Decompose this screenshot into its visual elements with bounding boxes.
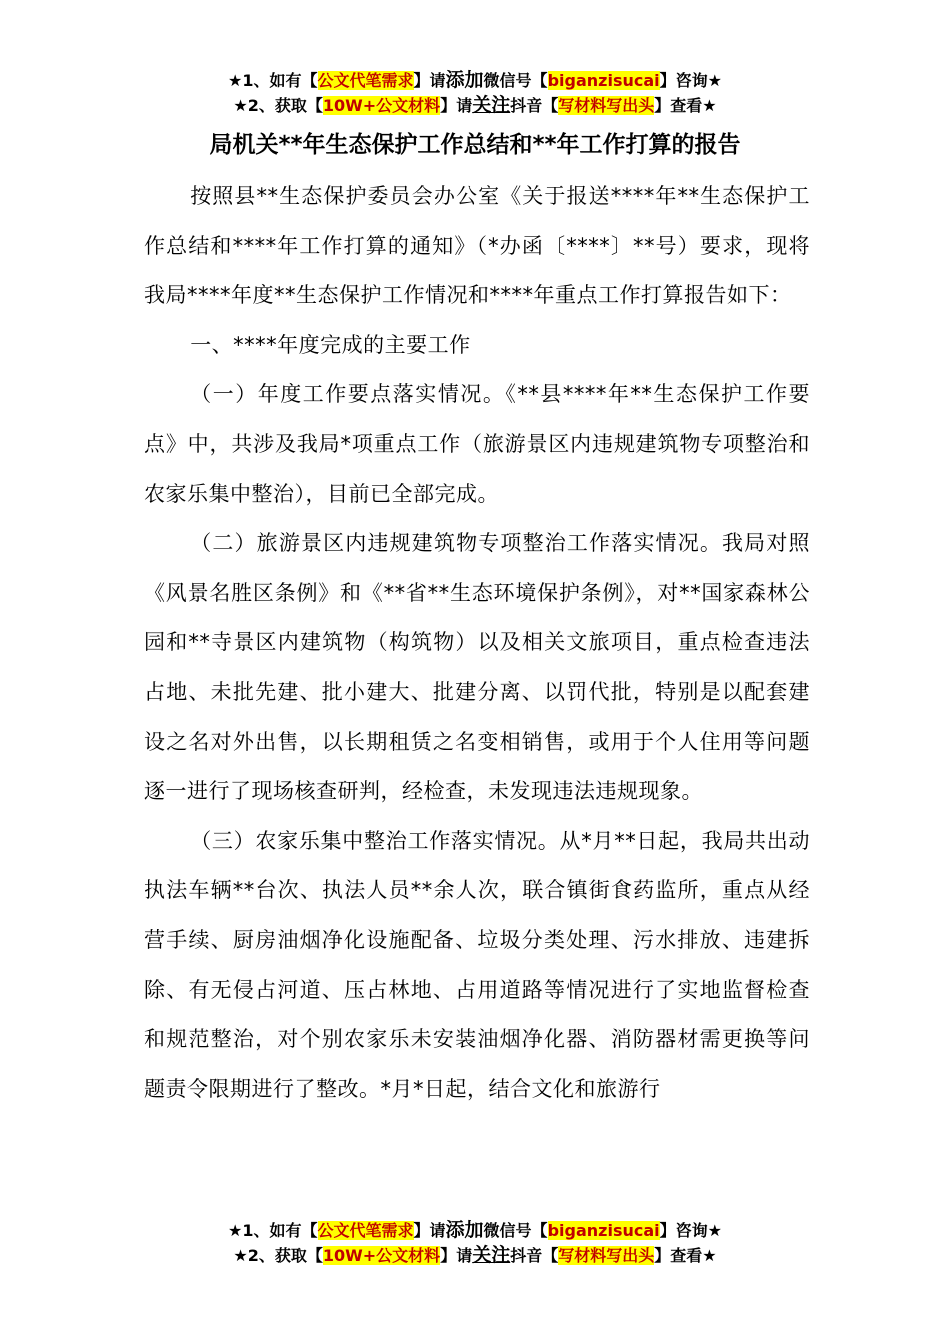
promo-banner-bottom <box>0 1218 950 1268</box>
promo-text: 微信号【 <box>483 71 548 90</box>
promo-highlight: 10W+公文材料 <box>322 96 441 115</box>
promo-highlight: 写材料写出头 <box>558 96 655 115</box>
promo-text: 】咨询★ <box>659 1221 722 1240</box>
promo-text: 】请 <box>440 96 473 115</box>
document-title: 局机关**年生态保护工作总结和**年工作打算的报告 <box>209 132 741 158</box>
promo-emphasis: 添加 <box>445 69 484 91</box>
promo-text: 】请 <box>440 1246 473 1265</box>
promo-emphasis: 关注 <box>472 1244 511 1266</box>
promo-text: 抖音【 <box>510 96 559 115</box>
promo-highlight: 10W+公文材料 <box>322 1246 441 1265</box>
promo-text: ★1、如有【 <box>228 71 318 90</box>
promo-text: 】查看★ <box>654 1246 717 1265</box>
promo-highlight: 公文代笔需求 <box>317 71 414 90</box>
promo-text: ★2、获取【 <box>233 1246 323 1265</box>
document-body <box>144 172 810 1114</box>
promo-emphasis: 添加 <box>445 1219 484 1241</box>
promo-line-2 <box>0 93 950 118</box>
promo-line-2 <box>0 1243 950 1268</box>
promo-text: ★1、如有【 <box>228 1221 318 1240</box>
promo-text: 】查看★ <box>654 96 717 115</box>
promo-banner-top <box>0 68 950 118</box>
promo-text: ★2、获取【 <box>233 96 323 115</box>
promo-text: 】请 <box>413 71 446 90</box>
promo-emphasis: 关注 <box>472 94 511 116</box>
promo-line-1 <box>0 68 950 93</box>
paragraph-intro: 按照县**生态保护委员会办公室《关于报送****年**生态保护工作总结和****年工作打算的通知》（*办函〔****〕**号）要求，现将我局****年度**生态保护工作情况和****年重点工作打算报告如下： <box>144 184 810 308</box>
promo-highlight: biganzisucai <box>547 1221 660 1240</box>
promo-text: 抖音【 <box>510 1246 559 1265</box>
promo-text: 微信号【 <box>483 1221 548 1240</box>
promo-text: 】咨询★ <box>659 71 722 90</box>
promo-line-1 <box>0 1218 950 1243</box>
paragraph-2: （二）旅游景区内违规建筑物专项整治工作落实情况。我局对照《风景名胜区条例》和《**省**生态环境保护条例》，对**国家森林公园和**寺景区内建筑物（构筑物）以及相关文旅项目，重点检查违法占地、未批先建、批小建大、批建分离、以罚代批，特别是以配套建设之名对外出售，以长期租赁之名变相销售，或用于个人住用等问题逐一进行了现场核查研判，经检查，未发现违法违规现象。 <box>144 531 810 804</box>
promo-highlight: 写材料写出头 <box>558 1246 655 1265</box>
promo-highlight: 公文代笔需求 <box>317 1221 414 1240</box>
paragraph-3: （三）农家乐集中整治工作落实情况。从*月**日起，我局共出动执法车辆**台次、执法人员**余人次，联合镇街食药监所，重点从经营手续、厨房油烟净化设施配备、垃圾分类处理、污水排放、违建拆除、有无侵占河道、压占林地、占用道路等情况进行了实地监督检查和规范整治，对个别农家乐未安装油烟净化器、消防器材需更换等问题责令限期进行了整改。*月*日起，结合文化和旅游行 <box>144 828 810 1101</box>
paragraph-1: （一）年度工作要点落实情况。《**县****年**生态保护工作要点》中，共涉及我局*项重点工作（旅游景区内违规建筑物专项整治和农家乐集中整治），目前已全部完成。 <box>144 382 810 506</box>
section-heading: 一、****年度完成的主要工作 <box>190 332 471 357</box>
promo-text: 】请 <box>413 1221 446 1240</box>
promo-highlight: biganzisucai <box>547 71 660 90</box>
